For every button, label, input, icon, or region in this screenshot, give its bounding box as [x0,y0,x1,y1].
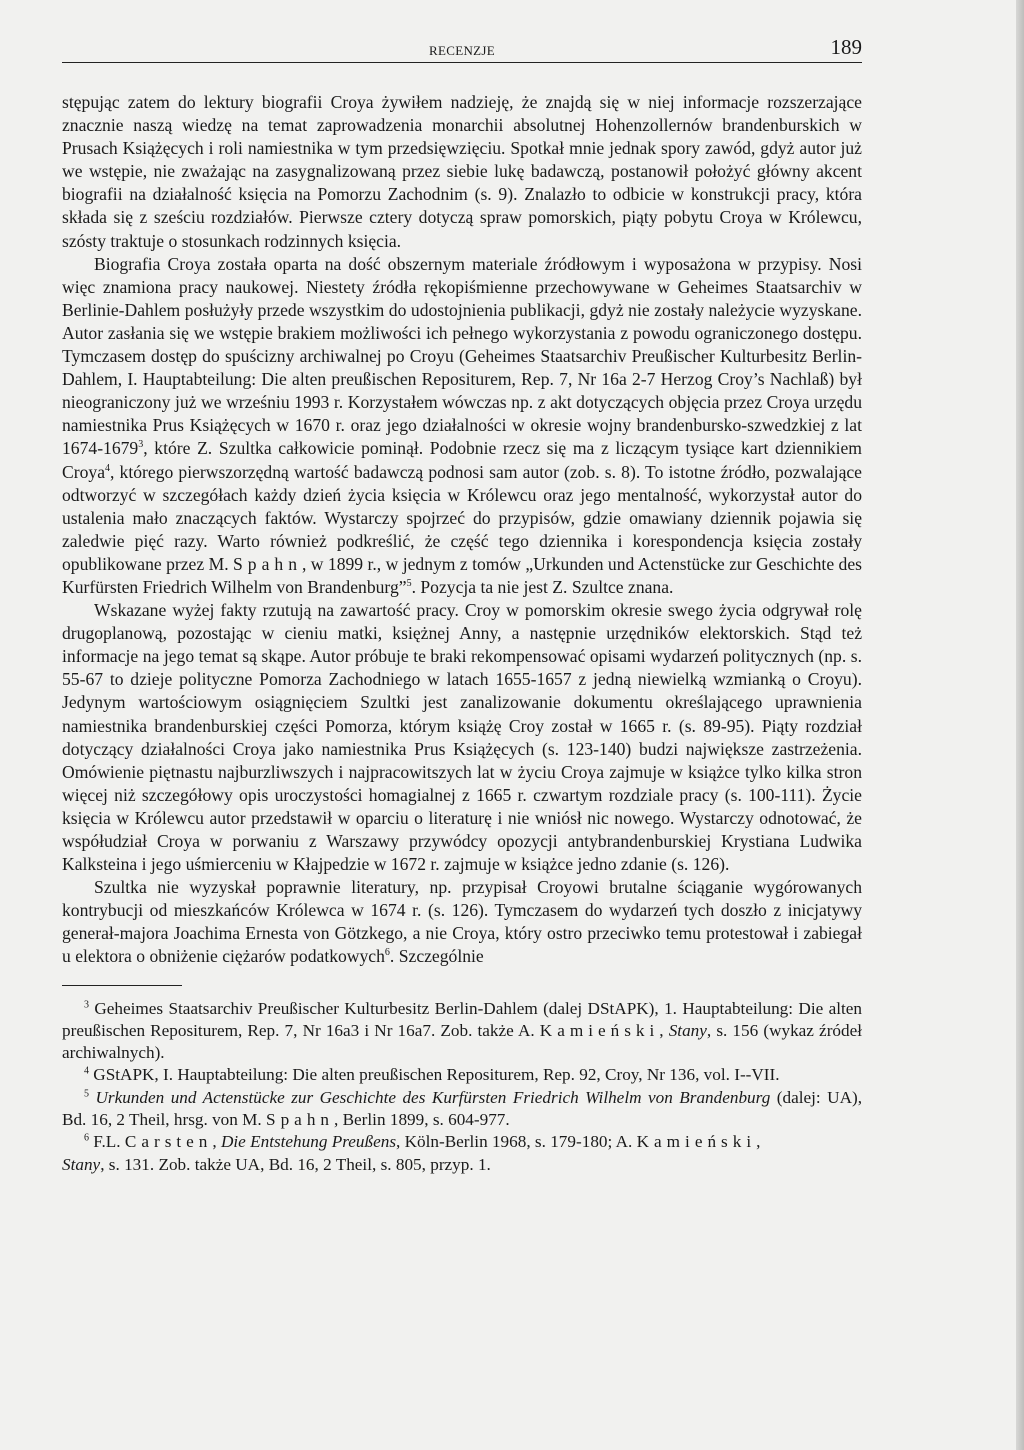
footnote-separator [62,985,182,986]
author-name-spaced: Spahn [233,553,302,574]
paragraph-2-text-a: Biografia Croya została oparta na dość obszernym materiale źródłowym i wyposażona w przypisy. Nosi więc znamiona pracy naukowej. Niestety źródła rękopiśmienne przechowywane w Geheimes Staatsarchiv w Berlinie-Dahlem posłużyły przede wszystkim do udostojnienia publikacji, gdyż nie zostały należycie wyzyskane. Autor zasłania się we wstępie brakiem możliwości ich pełnego wykorzystania z powodu ograniczonego dostępu. Tymczasem dostęp do spuścizny archiwalnej po Croyu (Geheimes Staatsarchiv Preußischer Kulturbesitz Berlin-Dahlem, I. Hauptabteilung: Die alten preußischen Repositurem, Rep. 7, Nr 16a 2-7 Herzog Croy’s Nachlaß) był nieograniczony już we wrześniu 1993 r. Korzystałem wówczas np. z akt dotyczących objęcia przez Croya urzędu namiestnika Prus Książęcych w 1670 r. oraz jego działalności w okresie wojny brandenbursko-szwedzkiej z lat 1674-1679 [62,253,862,459]
footnote-3-text-a: Geheimes Staatsarchiv Preußischer Kulturbesitz Berlin-Dahlem (dalej DStAPK), 1. Hauptabteilung: Die alten preußischen Repositurem, Rep. 7, Nr 16a3 i Nr 16a7. Zob. także A. [62,998,862,1040]
running-head: RECENZJE [429,43,495,58]
footnote-ref-3[interactable]: 3 [138,439,144,451]
paragraph-2-text-e: . Pozycja ta nie jest Z. Szultce znana. [411,576,674,597]
footnote-4-text: GStAPK, I. Hauptabteilung: Die alten preußischen Repositurem, Rep. 92, Croy, Nr 136, vol. I--VII. [93,1065,780,1085]
footnote-6 [62,1131,862,1176]
paragraph-2-text-d: , w 1899 r., w jednym z tomów „Urkunden und Actenstücke zur Geschichte des Kurfürsten Friedrich Wilhelm von Brandenburg” [62,553,862,597]
page-number: 189 [830,35,862,59]
footnote-3 [62,998,862,1065]
footnote-6-text-a: F.L. [93,1132,121,1152]
footnote-3-text-b: , s. 156 (wykaz źródeł archiwalnych). [62,1020,863,1063]
footnote-ref-5[interactable]: 5 [406,578,412,590]
footnotes [62,998,862,1176]
footnote-ref-6[interactable]: 6 [384,947,390,959]
page-content [62,36,862,1176]
footnote-3-author: Kamieński [539,1020,660,1040]
footnote-5-text-b: , Berlin 1899, s. 604-977. [334,1110,510,1130]
footnote-5-author: Spahn [266,1110,334,1130]
scan-edge-shadow [1016,0,1024,1450]
footnote-5-text-a: (dalej: UA), Bd. 16, 2 Theil, hrsg. von M. [62,1087,863,1130]
paragraph-2-text-b: , które Z. Szultka całkowicie pominął. Podobnie rzecz się ma z liczącym tysiące kart dziennikiem Croya [62,438,862,482]
paragraph-3: Wskazane wyżej fakty rzutują na zawartość pracy. Croy w pomorskim okresie swego życia odgrywał rolę drugoplanową, pozostając w cieniu matki, księżnej Anny, a następnie urzędników elektorskich. Stąd też informacje na jego temat są skąpe. Autor próbuje te braki rekompensować opisami wydarzeń politycznych (np. s. 55-67 to dzieje polityczne Pomorza Zachodniego w latach 1655-1657 z jedną niewielką wzmianką o Croyu). Jedynym wartościowym osiągnięciem Szultki jest zanalizowanie dokumentu określającego uprawnienia namiestnika brandenburskiej części Pomorza, którym książę Croy został w 1665 r. (s. 89-95). Piąty rozdział dotyczący działalności Croya jako namiestnika Prus Książęcych (s. 123-140) budzi największe zastrzeżenia. Omówienie piętnastu najburzliwszych i najpracowitszych lat w życiu Croya zajmuje w książce tylko kilka stron więcej niż szczegółowy opis uroczystości homagialnej z 1665 r. czwartym rozdziale pracy (s. 100-111). Życie księcia w Królewcu autor przedstawił w oparciu o literaturę i nie wniósł nic nowego. Wystarczy odnotować, że współudział Croya w porwaniu z Warszawy przywódcy opozycji antybrandenburskiej Krystiana Ludwika Kalksteina i jego uśmierceniu w Kłajpedzie w 1672 r. zajmuje w książce jedno zdanie (s. 126). [62,600,862,875]
footnote-5-number: 5 [84,1088,89,1100]
paragraph-4 [62,876,862,968]
footnote-6-comma: , [212,1132,217,1152]
footnote-3-title: Stany [668,1020,707,1040]
footnote-4-number: 4 [84,1065,89,1077]
footnote-6-author-2: Kamieński [636,1132,757,1152]
paragraph-2-text-c: , którego pierwszorzędną wartość badawczą podnosi sam autor (zob. s. 8). To istotne źródło, pozwalające odtworzyć w szczegółach każdy dzień życia księcia w Królewcu oraz jego mentalność, wykorzystał autor do ustalenia mało znaczących faktów. Wystarczy spojrzeć do przypisów, gdzie omawiany dziennik pojawia się zaledwie pięć razy. Warto również podkreślić, że część tego dziennika i korespondencja księcia zostały opublikowane przez M. [62,461,862,574]
footnote-3-number: 3 [84,998,89,1010]
footnote-5 [62,1087,862,1132]
footnote-6-text-b: , Köln-Berlin 1968, s. 179-180; A. [396,1132,633,1152]
footnote-6-author-1: Carsten [124,1132,213,1152]
footnote-6-text-c: , [756,1132,761,1152]
footnote-ref-4[interactable]: 4 [105,462,110,474]
footnote-6-text-d: , s. 131. Zob. także UA, Bd. 16, 2 Theil, s. 805, przyp. 1. [100,1154,491,1174]
paragraph-4-text-a: Szultka nie wyzyskał poprawnie literatury, np. przypisał Croyowi brutalne ściąganie wygórowanych kontrybucji od mieszkańców Królewca w 1674 r. (s. 126). Tymczasem do wydarzeń tych doszło z inicjatywy generał-majora Joachima Ernesta von Götzkego, a nie Croya, który ostro przeciwko temu protestował i zabiegał u elektora o obniżenie ciężarów podatkowych [62,877,862,967]
page-header [62,36,862,63]
footnote-3-comma: , [659,1020,664,1040]
footnote-4 [62,1064,862,1086]
paragraph-1: stępując zatem do lektury biografii Croya żywiłem nadzieję, że znajdą się w niej informacje rozszerzające znacznie naszą wiedzę na temat zaprowadzenia monarchii absolutnej Hohenzollernów brandenburskich w Prusach Książęcych i roli namiestnika w tym przedsięwzięciu. Spotkał mnie jednak spory zawód, gdyż autor już we wstępie, nie zważając na zasygnalizowaną przez siebie lukę badawczą, postanowił położyć główny akcent biografii na działalność księcia na Pomorzu Zachodnim (s. 9). Znalazło to odbicie w konstrukcji pracy, która składa się z sześciu rozdziałów. Pierwsze cztery dotyczą spraw pomorskich, piąty pobytu Croya w Królewcu, szósty traktuje o stosunkach rodzinnych księcia. [62,92,862,251]
footnote-6-number: 6 [84,1132,89,1144]
footnote-6-title-2: Stany [62,1154,101,1174]
paragraph-4-text-b: . Szczególnie [389,946,484,967]
footnote-6-title-1: Die Entstehung Preußens [220,1132,397,1152]
paragraph-2 [62,253,862,599]
main-text [62,91,862,969]
footnote-5-title: Urkunden und Actenstücke zur Geschichte des Kurfürsten Friedrich Wilhelm von Brandenburg [95,1087,771,1107]
